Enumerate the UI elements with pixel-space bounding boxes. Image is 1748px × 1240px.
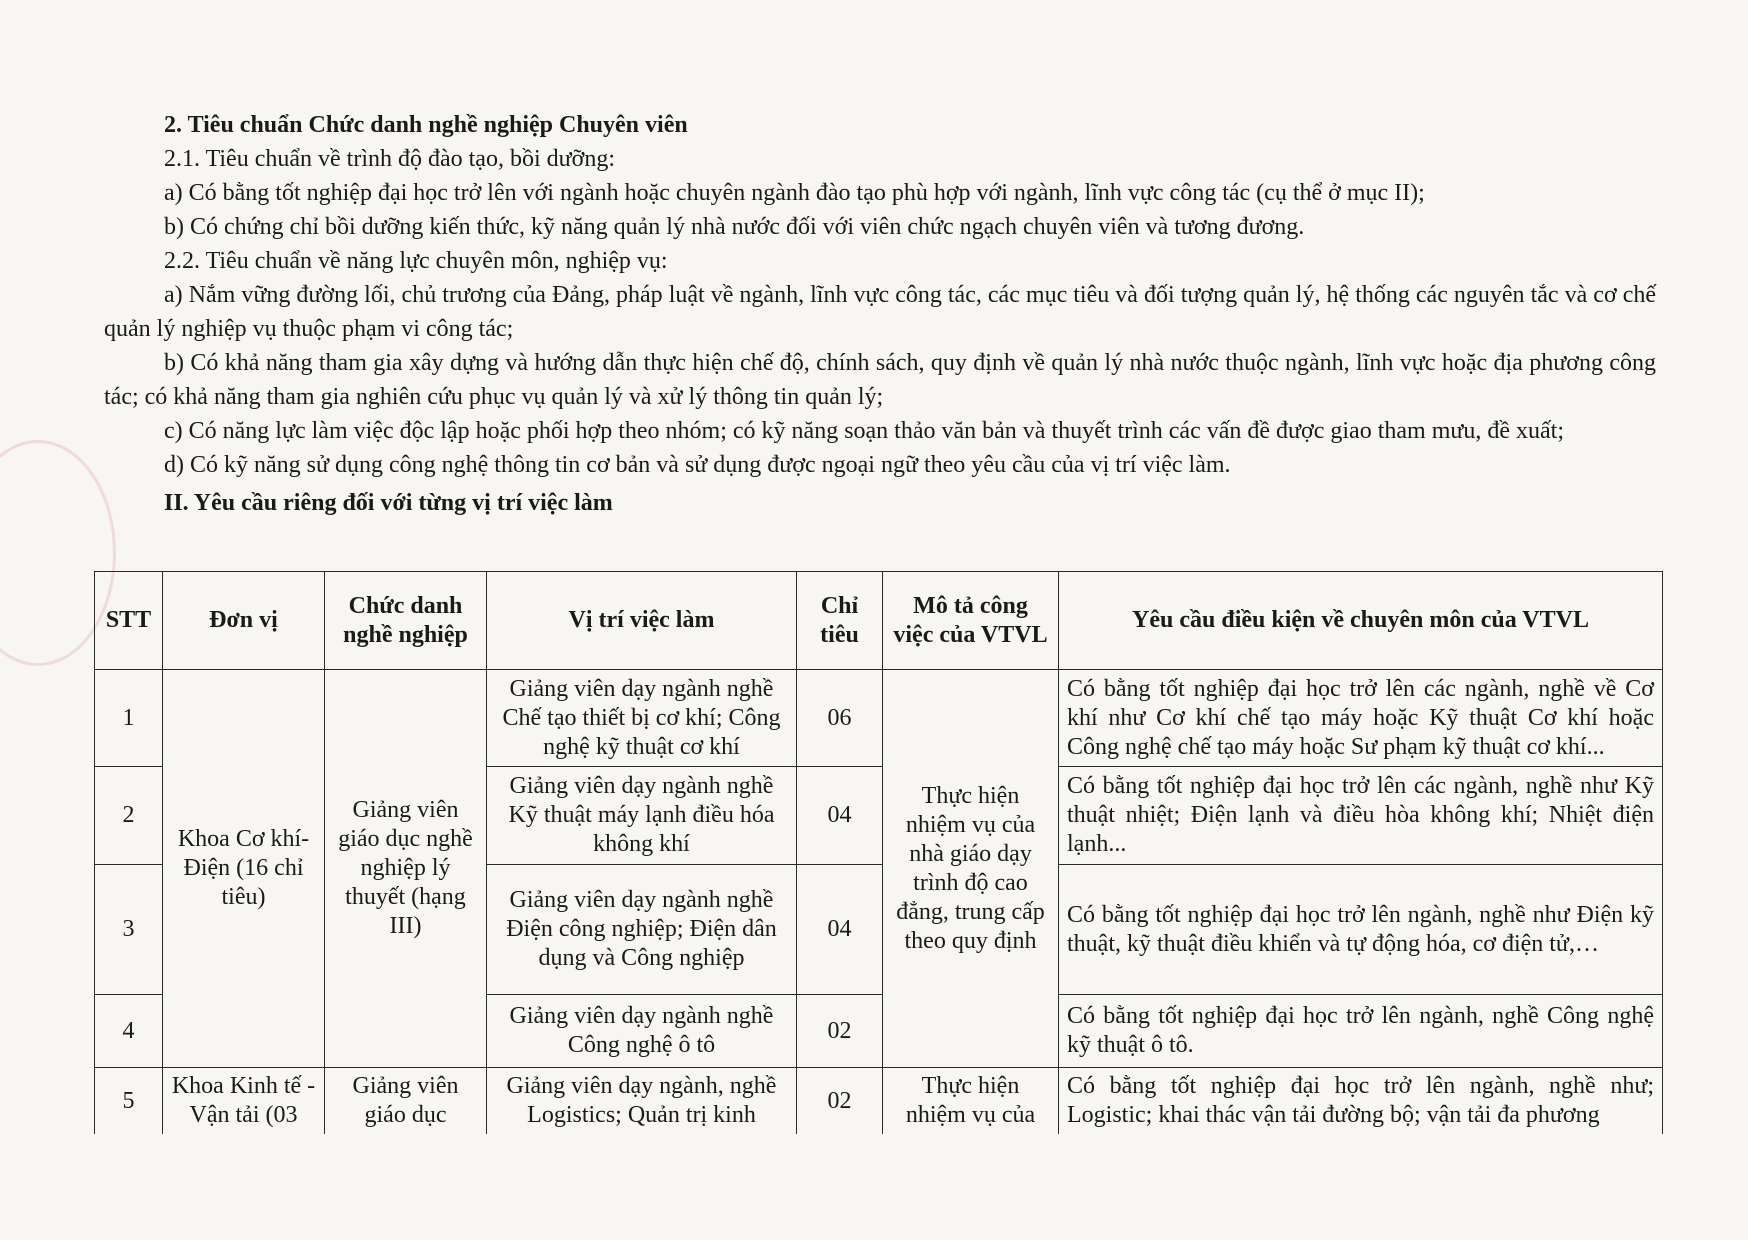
row-requirement: Có bằng tốt nghiệp đại học trở lên ngành, nghề như; Logistic; khai thác vận tải đường bộ; vận tải đa phương <box>1059 1068 1663 1135</box>
column-header-requirements: Yêu cầu điều kiện về chuyên môn của VTVL <box>1059 572 1663 670</box>
table-header-row <box>95 572 1663 670</box>
column-header-description: Mô tả công việc của VTVL <box>883 572 1059 670</box>
column-header-stt: STT <box>95 572 163 670</box>
row-quota: 06 <box>797 670 883 767</box>
column-header-position: Vị trí việc làm <box>487 572 797 670</box>
row-quota: 02 <box>797 1068 883 1135</box>
row-stt: 1 <box>95 670 163 767</box>
row-quota: 04 <box>797 865 883 995</box>
column-header-unit: Đơn vị <box>163 572 325 670</box>
row-position: Giảng viên dạy ngành, nghề Logistics; Quản trị kinh <box>487 1068 797 1135</box>
column-header-title: Chức danh nghề nghiệp <box>325 572 487 670</box>
row-quota: 02 <box>797 995 883 1068</box>
page-bottom-margin <box>0 1134 1748 1240</box>
subsection-2-2-item-b: b) Có khả năng tham gia xây dựng và hướng dẫn thực hiện chế độ, chính sách, quy định về quản lý nhà nước thuộc ngành, lĩnh vực hoặc địa phương công tác; có khả năng tham gia nghiên cứu phục vụ quản lý và xử lý thông tin quản lý; <box>104 350 1656 410</box>
row-position: Giảng viên dạy ngành nghề Điện công nghiệp; Điện dân dụng và Công nghiệp <box>487 865 797 995</box>
subsection-2-2-title: 2.2. Tiêu chuẩn về năng lực chuyên môn, nghiệp vụ: <box>164 248 668 274</box>
row-quota: 04 <box>797 767 883 865</box>
row-title: Giảng viên giáo dục <box>325 1068 487 1135</box>
row-stt: 5 <box>95 1068 163 1135</box>
table-row <box>95 1068 1663 1135</box>
row-requirement: Có bằng tốt nghiệp đại học trở lên các ngành, nghề về Cơ khí như Cơ khí chế tạo máy hoặc Kỹ thuật Cơ khí hoặc Công nghệ chế tạo máy hoặc Sư phạm kỹ thuật cơ khí... <box>1059 670 1663 767</box>
job-position-requirements-table <box>94 571 1663 1135</box>
row-unit: Khoa Cơ khí-Điện (16 chỉ tiêu) <box>163 670 325 1068</box>
row-position: Giảng viên dạy ngành nghề Kỹ thuật máy lạnh điều hóa không khí <box>487 767 797 865</box>
row-stt: 3 <box>95 865 163 995</box>
row-requirement: Có bằng tốt nghiệp đại học trở lên các ngành, nghề như Kỹ thuật nhiệt; Điện lạnh và điều hòa không khí; Nhiệt điện lạnh... <box>1059 767 1663 865</box>
section-heading-2: 2. Tiêu chuẩn Chức danh nghề nghiệp Chuyên viên <box>164 112 688 138</box>
section-II-heading: II. Yêu cầu riêng đối với từng vị trí việc làm <box>164 490 613 516</box>
row-stt: 2 <box>95 767 163 865</box>
subsection-2-2-item-d: d) Có kỹ năng sử dụng công nghệ thông tin cơ bản và sử dụng được ngoại ngữ theo yêu cầu của vị trí việc làm. <box>164 452 1231 478</box>
row-description: Thực hiện nhiệm vụ của <box>883 1068 1059 1135</box>
row-requirement: Có bằng tốt nghiệp đại học trở lên ngành, nghề Công nghệ kỹ thuật ô tô. <box>1059 995 1663 1068</box>
row-stt: 4 <box>95 995 163 1068</box>
subsection-2-1-item-b: b) Có chứng chỉ bồi dưỡng kiến thức, kỹ năng quản lý nhà nước đối với viên chức ngạch chuyên viên và tương đương. <box>164 214 1305 240</box>
subsection-2-2-item-a: a) Nắm vững đường lối, chủ trương của Đảng, pháp luật về ngành, lĩnh vực công tác, các mục tiêu và đối tượng quản lý, hệ thống các nguyên tắc và cơ chế quản lý nghiệp vụ thuộc phạm vi công tác; <box>104 282 1656 342</box>
row-unit: Khoa Kinh tế - Vận tải (03 <box>163 1068 325 1135</box>
row-title: Giảng viên giáo dục nghề nghiệp lý thuyết (hạng III) <box>325 670 487 1068</box>
row-description: Thực hiện nhiệm vụ của nhà giáo dạy trình độ cao đẳng, trung cấp theo quy định <box>883 670 1059 1068</box>
subsection-2-2-item-c: c) Có năng lực làm việc độc lập hoặc phối hợp theo nhóm; có kỹ năng soạn thảo văn bản và thuyết trình các vấn đề được giao tham mưu, đề xuất; <box>164 418 1565 444</box>
subsection-2-1-title: 2.1. Tiêu chuẩn về trình độ đào tạo, bồi dưỡng: <box>164 146 615 172</box>
column-header-quota: Chỉ tiêu <box>797 572 883 670</box>
row-position: Giảng viên dạy ngành nghề Chế tạo thiết bị cơ khí; Công nghệ kỹ thuật cơ khí <box>487 670 797 767</box>
row-position: Giảng viên dạy ngành nghề Công nghệ ô tô <box>487 995 797 1068</box>
row-requirement: Có bằng tốt nghiệp đại học trở lên ngành, nghề như Điện kỹ thuật, kỹ thuật điều khiển và tự động hóa, cơ điện tử,… <box>1059 865 1663 995</box>
table-row <box>95 670 1663 767</box>
subsection-2-1-item-a: a) Có bằng tốt nghiệp đại học trở lên với ngành hoặc chuyên ngành đào tạo phù hợp với ngành, lĩnh vực công tác (cụ thể ở mục II); <box>164 180 1425 206</box>
document-body <box>104 108 1656 520</box>
